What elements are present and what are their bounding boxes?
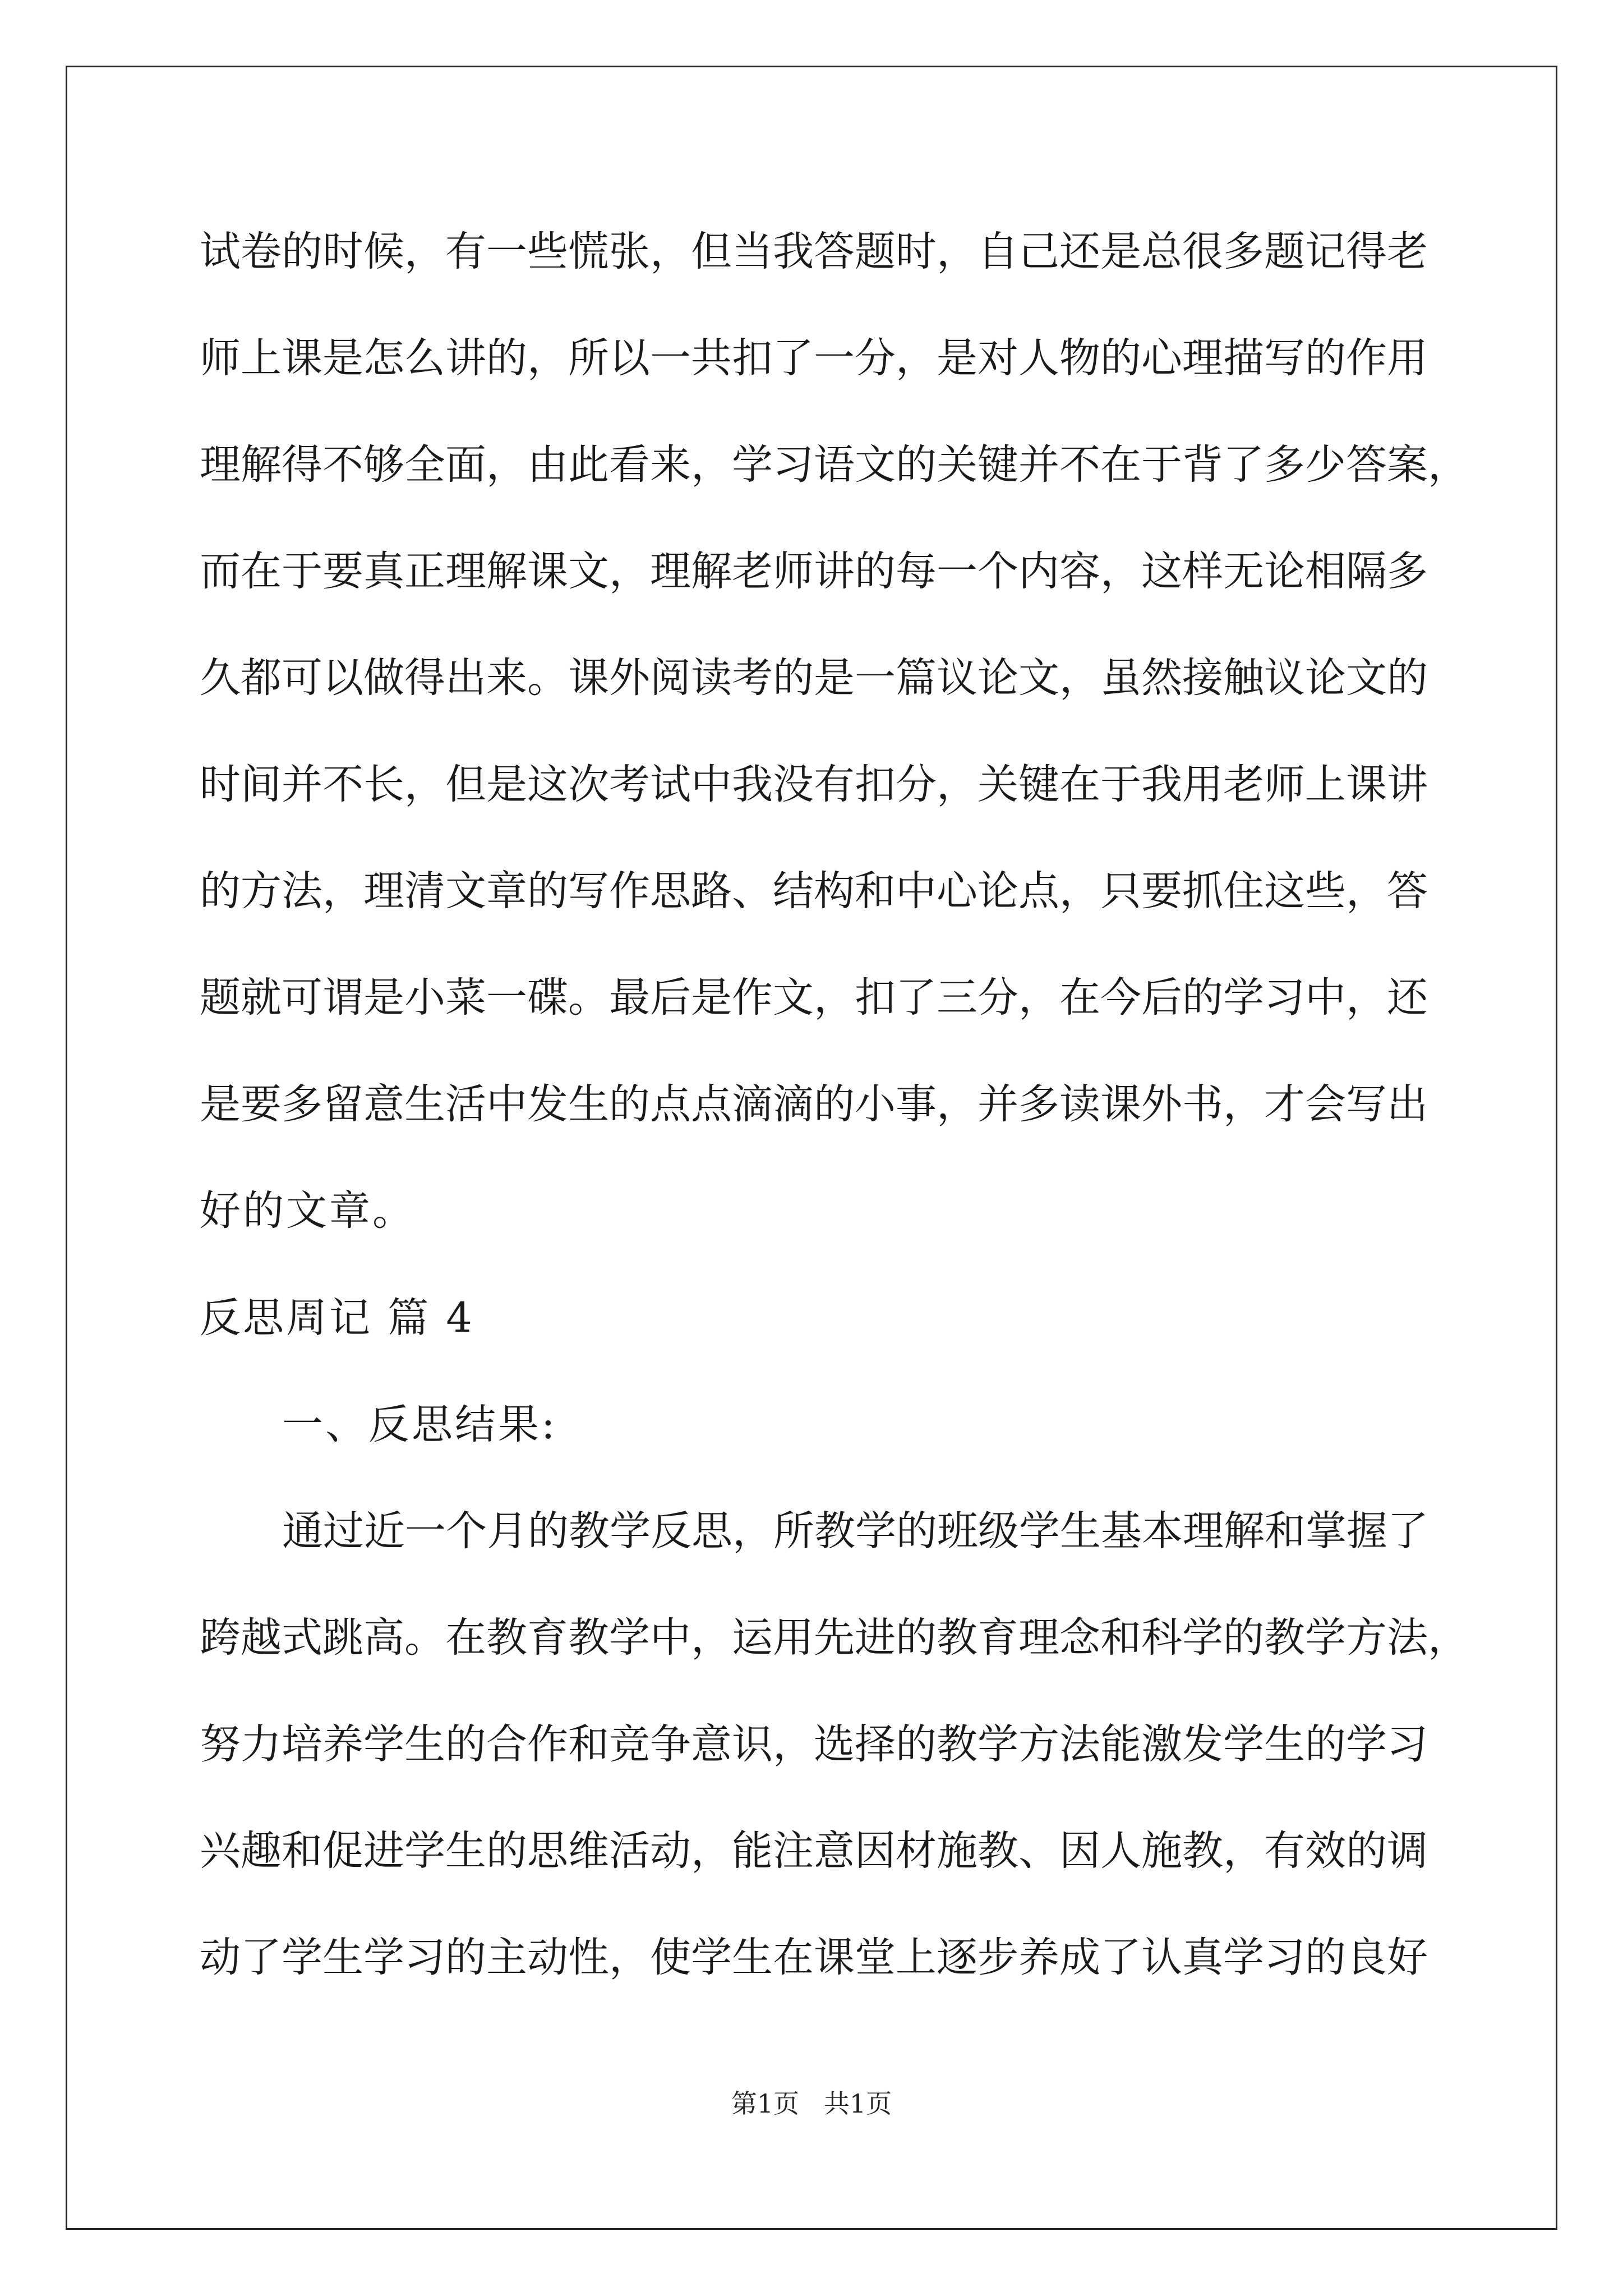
section-heading: 反思周记 篇 4 [200,1294,474,1342]
body-line-9: 是要多留意生活中发生的点点滴滴的小事，并多读课外书，才会写出 [200,1080,1428,1128]
body-line-10: 好的文章。 [200,1187,416,1235]
body-line-3: 理解得不够全面，由此看来，学习语文的关键并不在于背了多少答案， [200,441,1469,489]
body-line-12: 跨越式跳高。在教育教学中，运用先进的教育理念和科学的教学方法， [200,1614,1469,1662]
body-line-13: 努力培养学生的合作和竞争意识，选择的教学方法能激发学生的学习 [200,1720,1428,1768]
body-line-2: 师上课是怎么讲的，所以一共扣了一分，是对人物的心理描写的作用 [200,334,1428,382]
body-line-11: 通过近一个月的教学反思，所教学的班级学生基本理解和掌握了 [282,1507,1428,1555]
body-line-14: 兴趣和促进学生的思维活动，能注意因材施教、因人施教，有效的调 [200,1827,1428,1875]
subsection-heading: 一、反思结果: [282,1401,557,1448]
body-line-15: 动了学生学习的主动性，使学生在课堂上逐步养成了认真学习的良好 [200,1934,1428,1981]
page-footer: 第1页 共1页 [731,2088,892,2119]
body-line-5: 久都可以做得出来。课外阅读考的是一篇议论文，虽然接触议论文的 [200,654,1428,702]
page-border [66,66,1557,2230]
body-line-4: 而在于要真正理解课文，理解老师讲的每一个内容，这样无论相隔多 [200,547,1428,595]
body-line-7: 的方法，理清文章的写作思路、结构和中心论点，只要抓住这些，答 [200,867,1428,915]
body-line-1: 试卷的时候，有一些慌张，但当我答题时，自己还是总很多题记得老 [200,228,1428,275]
body-line-6: 时间并不长，但是这次考试中我没有扣分，关键在于我用老师上课讲 [200,761,1428,808]
body-line-8: 题就可谓是小菜一碟。最后是作文，扣了三分，在今后的学习中，还 [200,974,1428,1022]
